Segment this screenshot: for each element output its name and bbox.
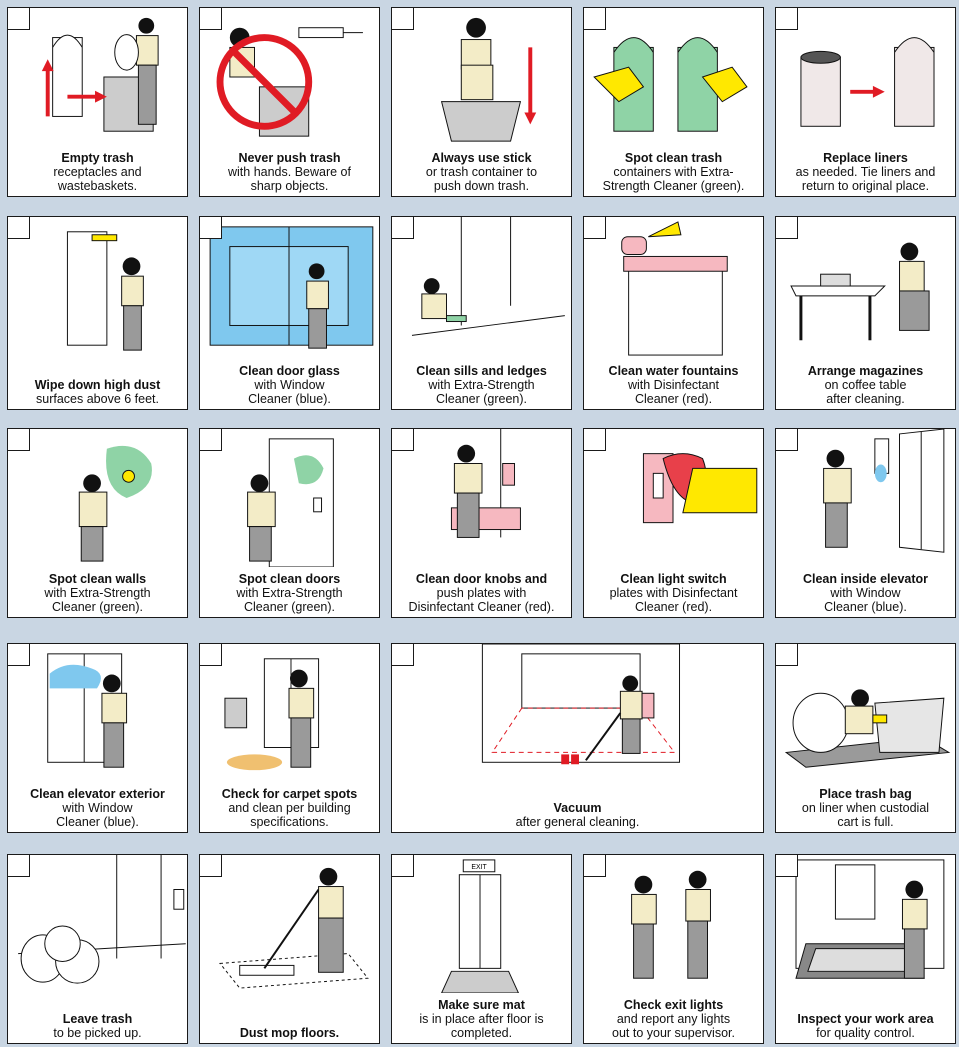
checkbox[interactable] (200, 217, 222, 239)
card-never-push-trash (199, 7, 380, 197)
card-description: receptacles and wastebaskets. (53, 165, 142, 193)
card-description: containers with Extra- Strength Cleaner (green). (602, 165, 745, 193)
make-sure-mat-illustration (392, 855, 571, 993)
never-push-trash-illustration (200, 8, 379, 146)
spot-clean-trash-illustration (584, 8, 763, 146)
card-description: plates with Disinfectant Cleaner (red). (609, 586, 738, 614)
clean-light-switch-illustration (584, 429, 763, 567)
checkbox[interactable] (200, 855, 222, 877)
checkbox[interactable] (584, 8, 606, 30)
card-title: Check for carpet spots (221, 787, 358, 801)
place-trash-bag-illustration (776, 644, 955, 782)
checkbox[interactable] (8, 8, 30, 30)
card-check-carpet-spots (199, 643, 380, 833)
card-clean-door-glass (199, 216, 380, 410)
card-description: as needed. Tie liners and return to original place. (795, 165, 936, 193)
card-title: Empty trash (61, 151, 134, 165)
card-title: Arrange magazines (807, 364, 924, 378)
card-clean-elevator-exterior (7, 643, 188, 833)
card-title: Spot clean trash (624, 151, 723, 165)
card-title: Always use stick (431, 151, 532, 165)
card-wipe-high-dust (7, 216, 188, 410)
spot-clean-walls-illustration (8, 429, 187, 567)
card-title: Wipe down high dust (34, 378, 161, 392)
checkbox[interactable] (392, 8, 414, 30)
card-spot-clean-doors (199, 428, 380, 618)
card-title: Clean door glass (239, 364, 340, 378)
checkbox[interactable] (776, 855, 798, 877)
clean-door-glass-illustration (200, 217, 379, 359)
clean-elevator-exterior-illustration (8, 644, 187, 782)
checkbox[interactable] (776, 8, 798, 30)
card-clean-door-knobs (391, 428, 572, 618)
card-description: to be picked up. (53, 1026, 142, 1040)
clean-inside-elevator-illustration (776, 429, 955, 567)
card-place-trash-bag (775, 643, 956, 833)
card-title: Clean light switch (620, 572, 727, 586)
card-description: surfaces above 6 feet. (36, 392, 159, 406)
card-description: on liner when custodial cart is full. (801, 801, 930, 829)
card-title: Leave trash (62, 1012, 133, 1026)
card-description: with Extra-Strength Cleaner (green). (428, 378, 535, 406)
card-clean-light-switch (583, 428, 764, 618)
checkbox[interactable] (776, 217, 798, 239)
card-title: Never push trash (238, 151, 341, 165)
always-use-stick-illustration (392, 8, 571, 146)
card-description: and report any lights out to your supervisor. (612, 1012, 735, 1040)
checkbox[interactable] (200, 8, 222, 30)
card-empty-trash (7, 7, 188, 197)
checkbox[interactable] (8, 855, 30, 877)
checkbox[interactable] (584, 429, 606, 451)
card-description: with hands. Beware of sharp objects. (228, 165, 351, 193)
checkbox[interactable] (200, 644, 222, 666)
card-description: after general cleaning. (515, 815, 640, 829)
checkbox[interactable] (392, 644, 414, 666)
card-check-exit-lights (583, 854, 764, 1044)
card-inspect-work-area (775, 854, 956, 1044)
checkbox[interactable] (8, 429, 30, 451)
card-description: with Extra-Strength Cleaner (green). (236, 586, 343, 614)
card-title: Clean elevator exterior (30, 787, 165, 801)
card-description: with Window Cleaner (blue). (248, 378, 331, 406)
empty-trash-illustration (8, 8, 187, 146)
card-title: Clean door knobs and (415, 572, 548, 586)
check-carpet-spots-illustration (200, 644, 379, 782)
card-title: Vacuum (553, 801, 602, 815)
clean-door-knobs-illustration (392, 429, 571, 567)
checkbox[interactable] (200, 429, 222, 451)
card-arrange-magazines (775, 216, 956, 410)
card-description: with Extra-Strength Cleaner (green). (44, 586, 151, 614)
arrange-magazines-illustration (776, 217, 955, 359)
exit-sign-text: EXIT (471, 863, 487, 871)
card-title: Replace liners (823, 151, 908, 165)
vacuum-illustration (392, 644, 763, 782)
card-always-use-stick (391, 7, 572, 197)
card-title: Clean inside elevator (802, 572, 929, 586)
card-title: Spot clean doors (238, 572, 341, 586)
checkbox[interactable] (776, 644, 798, 666)
checkbox[interactable] (584, 855, 606, 877)
card-clean-water-fountains (583, 216, 764, 410)
card-title: Spot clean walls (48, 572, 147, 586)
card-title: Clean sills and ledges (416, 364, 547, 378)
card-description: is in place after floor is completed. (419, 1012, 544, 1040)
card-spot-clean-walls (7, 428, 188, 618)
checkbox[interactable] (584, 217, 606, 239)
card-description: on coffee table after cleaning. (824, 378, 907, 406)
checkbox[interactable] (392, 217, 414, 239)
card-replace-liners (775, 7, 956, 197)
checkbox[interactable] (392, 855, 414, 877)
card-vacuum (391, 643, 764, 833)
card-spot-clean-trash (583, 7, 764, 197)
checkbox[interactable] (8, 644, 30, 666)
card-description: or trash container to push down trash. (425, 165, 538, 193)
wipe-high-dust-illustration (8, 217, 187, 359)
card-title: Check exit lights (623, 998, 724, 1012)
card-description: with Disinfectant Cleaner (red). (627, 378, 719, 406)
card-leave-trash (7, 854, 188, 1044)
card-clean-inside-elevator (775, 428, 956, 618)
card-title: Place trash bag (819, 787, 912, 801)
card-title: Dust mop floors. (239, 1026, 340, 1040)
card-title: Make sure mat (438, 998, 525, 1012)
card-description: with Window Cleaner (blue). (56, 801, 139, 829)
card-description: for quality control. (816, 1026, 915, 1040)
checkbox[interactable] (392, 429, 414, 451)
checkbox[interactable] (776, 429, 798, 451)
leave-trash-illustration (8, 855, 187, 993)
replace-liners-illustration (776, 8, 955, 146)
check-exit-lights-illustration (584, 855, 763, 993)
spot-clean-doors-illustration (200, 429, 379, 567)
water-fountain-illustration (584, 217, 763, 359)
card-dust-mop-floors (199, 854, 380, 1044)
card-title: Inspect your work area (797, 1012, 934, 1026)
clean-sills-illustration (392, 217, 571, 359)
inspect-work-area-illustration (776, 855, 955, 993)
dust-mop-floors-illustration (200, 855, 379, 993)
card-description: push plates with Disinfectant Cleaner (red). (408, 586, 555, 614)
card-make-sure-mat (391, 854, 572, 1044)
card-title: Clean water fountains (608, 364, 739, 378)
card-description: with Window Cleaner (blue). (824, 586, 907, 614)
card-description: and clean per building specifications. (228, 801, 351, 829)
checkbox[interactable] (8, 217, 30, 239)
card-clean-sills (391, 216, 572, 410)
